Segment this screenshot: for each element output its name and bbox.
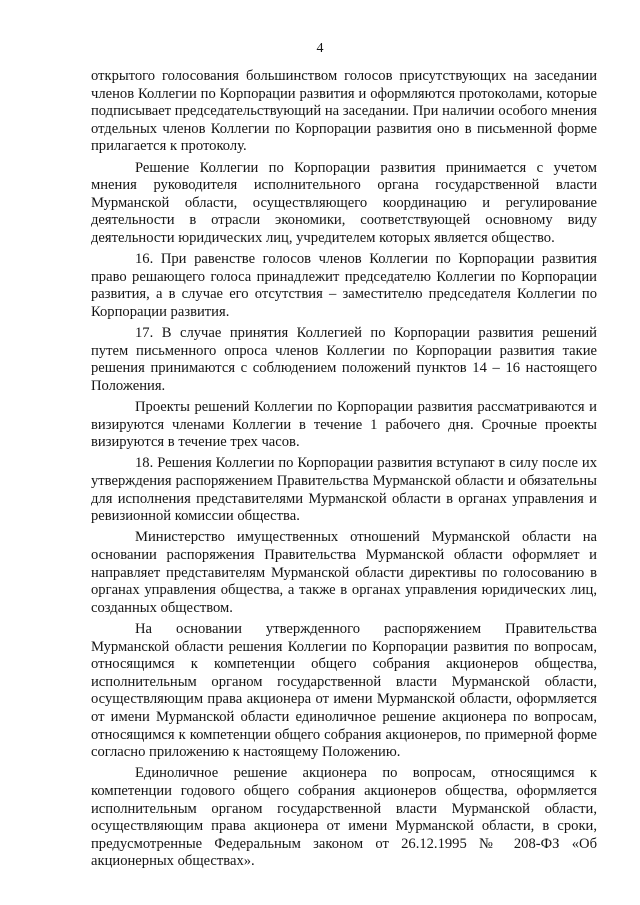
paragraph-item-16: 16. При равенстве голосов членов Коллегии по Корпорации развития право решающего голоса принадлежит председателю Коллегии по Корпорации развития, а в случае его отсутствия – заместителю председателя Коллегии по Корпорации развития.: [91, 251, 597, 320]
paragraph-continuation: открытого голосования большинством голосов присутствующих на заседании членов Коллегии по Корпорации развития и оформляются протоколами, которые подписывает председательствующий на заседании. При наличии особого мнения отдельных членов Коллегии по Корпорации развития оно в письменной форме прилагается к протоколу.: [91, 68, 597, 155]
document-body: [91, 68, 597, 871]
paragraph-item-17: 17. В случае принятия Коллегией по Корпорации развития решений путем письменного опроса членов Коллегии по Корпорации развития такие решения принимаются с соблюдением положений пунктов 14 – 16 настоящего Положения.: [91, 325, 597, 394]
paragraph-annual-meeting: Единоличное решение акционера по вопросам, относящимся к компетенции годового общего собрания акционеров общества, оформляется исполнительным органом государственной власти Мурманской области, осуществляющим права акционера от имени Мурманской области, в сроки, предусмотренные Федеральным законом от 26.12.1995 № 208-ФЗ «Об акционерных обществах».: [91, 765, 597, 870]
paragraph-sole-decision: На основании утвержденного распоряжением Правительства Мурманской области решения Коллегии по Корпорации развития по вопросам, относящимся к компетенции общего собрания акционеров общества, исполнительным органом государственной власти Мурманской области, осуществляющим права акционера от имени Мурманской области, оформляется от имени Мурманской области единоличное решение акционера по вопросам, относящимся к компетенции общего собрания акционеров, по примерной форме согласно приложению к настоящему Положению.: [91, 620, 597, 761]
paragraph-item-18: 18. Решения Коллегии по Корпорации развития вступают в силу после их утверждения распоряжением Правительства Мурманской области и обязательны для исполнения представителями Мурманской области в органах управления и ревизионной комиссии общества.: [91, 455, 597, 525]
paragraph-draft-decisions: Проекты решений Коллегии по Корпорации развития рассматриваются и визируются членами Коллегии в течение 1 рабочего дня. Срочные проекты визируются в течение трех часов.: [91, 399, 597, 451]
page-number: 4: [316, 41, 324, 56]
paragraph-decision-account: Решение Коллегии по Корпорации развития принимается с учетом мнения руководителя исполнительного органа государственной власти Мурманской области, осуществляющего координацию и регулирование деятельности в отрасли экономики, соответствующей основному виду деятельности юридических лиц, учредителем которых является общество.: [91, 159, 597, 246]
paragraph-ministry-directives: Министерство имущественных отношений Мурманской области на основании распоряжения Правительства Мурманской области оформляет и направляет представителям Мурманской области директивы по голосованию в органах управления общества, а также в органах управления юридических лиц, созданных обществом.: [91, 529, 597, 616]
